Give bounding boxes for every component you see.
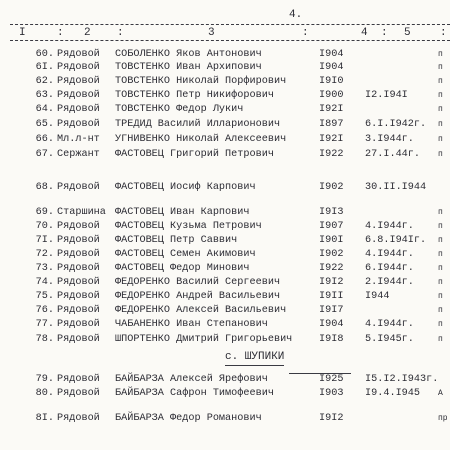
cell-name: ФАСТОВЕЦ Григорий Петрович [115,149,274,160]
cell-rank: Рядовой [57,263,100,274]
cell-year: I907 [319,221,344,232]
cell-num: 66. [35,134,54,145]
header-col-1: I [19,27,26,39]
cell-date: 5.I945г. [365,334,414,345]
cell-rank: Рядовой [57,182,100,193]
cell-year: I904 [319,62,344,73]
table-row [0,133,450,146]
header-sep: : [302,27,309,39]
cell-mark: п [438,135,443,144]
cell-name: ФАСТОВЕЦ Петр Саввич [115,235,238,246]
cell-rank: Рядовой [57,49,100,60]
cell-date: 2.I944г. [365,277,414,288]
cell-year: I90I [319,235,344,246]
cell-mark: п [438,91,443,100]
cell-num: 72. [35,249,54,260]
cell-mark: п [438,335,443,344]
cell-num: 75. [35,291,54,302]
cell-year: I904 [319,49,344,60]
cell-num: 63. [35,90,54,101]
cell-name: БАЙБАРЗА Федор Романович [115,413,262,424]
cell-date: I5.I2.I943г. [365,374,439,385]
page-number: 4. [289,9,303,21]
cell-num: 79. [35,374,54,385]
table-row [0,48,450,61]
cell-num: 69. [35,207,54,218]
cell-rank: Рядовой [57,249,100,260]
header-sep: : [381,27,388,39]
cell-year: I903 [319,388,344,399]
header-col-3: 3 [208,27,215,39]
cell-mark: п [438,150,443,159]
cell-rank: Рядовой [57,374,100,385]
cell-rank: Рядовой [57,119,100,130]
cell-rank: Рядовой [57,221,100,232]
cell-year: I92I [319,134,344,145]
cell-name: ТОВСТЕНКО Петр Никифорович [115,90,274,101]
cell-mark: п [438,278,443,287]
cell-year: I92I [319,104,344,115]
table-row [0,276,450,289]
cell-rank: Рядовой [57,291,100,302]
cell-num: 7I. [35,235,54,246]
cell-num: 80. [35,388,54,399]
cell-num: 68. [35,182,54,193]
cell-mark: пр [438,414,448,423]
cell-num: 62. [35,76,54,87]
cell-date: 6.8.I94Iг. [365,235,427,246]
cell-date: 6.I.I942г. [365,119,427,130]
cell-rank: Старшина [57,207,106,218]
cell-name: ФАСТОВЕЦ Иван Карпович [115,207,250,218]
header-col-2: 2 [84,27,91,39]
cell-date: 4.I944г. [365,221,414,232]
cell-year: I9I2 [319,413,344,424]
cell-mark: п [438,63,443,72]
cell-num: 67. [35,149,54,160]
header-bottom-rule [10,40,450,41]
header-sep: : [440,27,447,39]
cell-rank: Рядовой [57,319,100,330]
cell-name: ЧАБАНЕНКО Иван Степанович [115,319,268,330]
cell-year: I9I8 [319,334,344,345]
table-row [0,206,450,219]
cell-mark: п [438,264,443,273]
cell-year: I9I2 [319,277,344,288]
header-col-5: 5 [404,27,411,39]
section-title-village: с. ШУПИКИ [225,351,284,366]
table-row [0,373,450,386]
cell-name: ТОВСТЕНКО Федор Лукич [115,104,244,115]
table-row [0,290,450,303]
cell-year: I9I3 [319,207,344,218]
cell-name: ТОВСТЕНКО Николай Порфирович [115,76,287,87]
cell-year: I925 [319,374,344,385]
cell-name: ФАСТОВЕЦ Семен Акимович [115,249,256,260]
cell-name: ТОВСТЕНКО Иван Архипович [115,62,262,73]
cell-date: I2.I94I [365,90,408,101]
cell-rank: Рядовой [57,62,100,73]
cell-name: ШПОРТЕНКО Дмитрий Григорьевич [115,334,293,345]
cell-year: I900 [319,90,344,101]
cell-rank: Рядовой [57,305,100,316]
table-row [0,304,450,317]
table-row [0,181,450,194]
cell-num: 6I. [35,62,54,73]
cell-rank: Рядовой [57,235,100,246]
table-row [0,118,450,131]
cell-rank: Рядовой [57,334,100,345]
cell-date: I944 [365,291,390,302]
cell-mark: п [438,236,443,245]
cell-mark: п [438,250,443,259]
table-row [0,220,450,233]
cell-num: 78. [35,334,54,345]
table-row [0,89,450,102]
cell-mark: п [438,208,443,217]
cell-num: 76. [35,305,54,316]
table-row [0,318,450,331]
cell-rank: Мл.л-нт [57,134,100,145]
cell-year: I9I0 [319,76,344,87]
table-row [0,61,450,74]
table-row [0,234,450,247]
table-row [0,248,450,261]
cell-mark: п [438,77,443,86]
cell-mark: п [438,306,443,315]
cell-date: 27.I.44г. [365,149,421,160]
cell-date: 3.I944г. [365,134,414,145]
table-row [0,148,450,161]
header-top-rule [10,24,450,25]
cell-name: ФАСТОВЕЦ Иосиф Карпович [115,182,256,193]
cell-mark: п [438,292,443,301]
table-row [0,75,450,88]
cell-name: ФЕДОРЕНКО Андрей Васильевич [115,291,281,302]
cell-name: ФАСТОВЕЦ Кузьма Петрович [115,221,262,232]
table-header [0,27,450,41]
cell-num: 60. [35,49,54,60]
cell-num: 65. [35,119,54,130]
cell-rank: Рядовой [57,76,100,87]
table-row [0,103,450,116]
cell-num: 8I. [35,413,54,424]
cell-rank: Рядовой [57,104,100,115]
cell-name: ФЕДОРЕНКО Алексей Васильевич [115,305,287,316]
cell-name: ФАСТОВЕЦ Федор Минович [115,263,250,274]
cell-rank: Рядовой [57,90,100,101]
cell-mark: А [438,389,443,398]
cell-year: I9II [319,291,344,302]
cell-rank: Рядовой [57,413,100,424]
cell-mark: п [438,50,443,59]
cell-name: БАЙБАРЗА Сафрон Тимофеевич [115,388,274,399]
cell-year: I922 [319,149,344,160]
cell-mark: п [438,320,443,329]
cell-rank: Сержант [57,149,100,160]
cell-num: 64. [35,104,54,115]
cell-year: I902 [319,182,344,193]
cell-name: БАЙБАРЗА Алексей Ярефович [115,374,268,385]
table-row [0,412,450,425]
cell-date: 6.I944г. [365,263,414,274]
cell-mark: п [438,105,443,114]
cell-num: 70. [35,221,54,232]
cell-num: 77. [35,319,54,330]
cell-date: 30.II.I944 [365,182,427,193]
cell-name: ФЕДОРЕНКО Василий Сергеевич [115,277,281,288]
cell-name: СОБОЛЕНКО Яков Антонович [115,49,262,60]
cell-date: 4.I944г. [365,249,414,260]
cell-year: I902 [319,249,344,260]
cell-date: 4.I944г. [365,319,414,330]
section-underline [289,373,351,374]
header-sep: : [57,27,64,39]
cell-date: I9.4.I945 [365,388,421,399]
table-row [0,333,450,346]
table-row [0,387,450,400]
cell-num: 74. [35,277,54,288]
cell-rank: Рядовой [57,277,100,288]
cell-mark: п [438,222,443,231]
cell-mark: п [438,120,443,129]
cell-year: I9I7 [319,305,344,316]
header-sep: : [117,27,124,39]
header-col-4: 4 [361,27,368,39]
cell-rank: Рядовой [57,388,100,399]
cell-year: I904 [319,319,344,330]
cell-num: 73. [35,263,54,274]
cell-year: I897 [319,119,344,130]
cell-year: I922 [319,263,344,274]
cell-name: ТРЕДИД Василий Илларионович [115,119,281,130]
table-row [0,262,450,275]
cell-name: УГНИВЕНКО Николай Алексеевич [115,134,287,145]
